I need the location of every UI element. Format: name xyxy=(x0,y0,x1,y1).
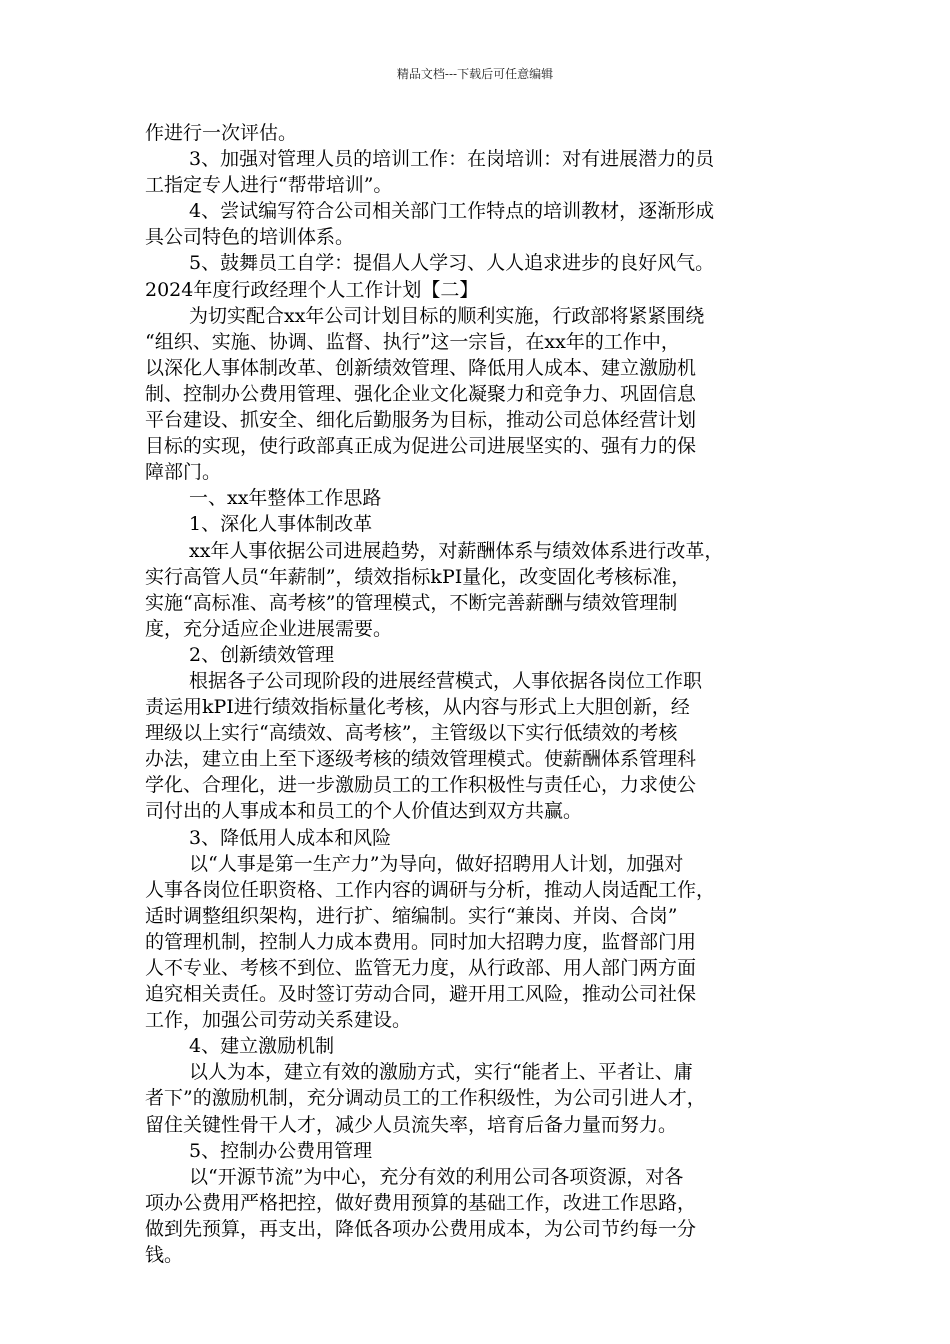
text-line: 追究相关责任。及时签订劳动合同，避开用工风险，推动公司社保 xyxy=(145,983,697,1006)
text-line: 理级以上实行“高绩效、高考核”，主管级以下实行低绩效的考核 xyxy=(145,722,678,745)
text-line: 以“开源节流”为中心，充分有效的利用公司各项资源，对各 xyxy=(189,1165,684,1188)
text-line: 留住关键性骨干人才，减少人员流失率，培育后备力量而努力。 xyxy=(145,1113,678,1136)
text-line: 钱。 xyxy=(145,1244,184,1267)
page-header xyxy=(0,66,950,82)
document-body xyxy=(145,120,820,1268)
text-line: 工作，加强公司劳动关系建设。 xyxy=(145,1009,412,1032)
text-line: 为切实配合xx年公司计划目标的顺利实施，行政部将紧紧围绕 xyxy=(189,304,705,327)
text-line: 具公司特色的培训体系。 xyxy=(145,226,355,249)
text-line: 做到先预算，再支出，降低各项办公费用成本，为公司节约每一分 xyxy=(145,1217,697,1240)
text-line: 责运用kPI进行绩效指标量化考核，从内容与形式上大胆创新，经 xyxy=(145,696,690,719)
text-line: 以“人事是第一生产力”为导向，做好招聘用人计划，加强对 xyxy=(189,852,684,875)
text-line: 目标的实现，使行政部真正成为促进公司进展坚实的、强有力的保 xyxy=(145,435,697,458)
text-line: 根据各子公司现阶段的进展经营模式，人事依据各岗位工作职 xyxy=(189,669,703,692)
text-line: 者下”的激励机制，充分调动员工的工作积级性，为公司引进人才， xyxy=(145,1087,706,1110)
text-line: 3、降低用人成本和风险 xyxy=(189,826,392,849)
text-line: 人事各岗位任职资格、工作内容的调研与分析，推动人岗适配工作， xyxy=(145,878,716,901)
header-text: 精品文档---下载后可任意编辑 xyxy=(396,67,554,81)
text-line: 平台建设、抓安全、细化后勤服务为目标，推动公司总体经营计划 xyxy=(145,409,697,432)
text-line: 人不专业、考核不到位、监管无力度，从行政部、用人部门两方面 xyxy=(145,957,697,979)
text-line: 司付出的人事成本和员工的个人价值达到双方共赢。 xyxy=(145,800,583,823)
text-line: 一、xx年整体工作思路 xyxy=(189,487,382,510)
text-line: 1、深化人事体制改革 xyxy=(189,513,373,536)
text-line: 工指定专人进行“帮带培训”。 xyxy=(145,174,393,197)
text-line: 3、加强对管理人员的培训工作：在岗培训：对有进展潜力的员 xyxy=(189,148,715,171)
text-line: 项办公费用严格把控，做好费用预算的基础工作，改进工作思路， xyxy=(145,1191,697,1214)
text-line: “组织、实施、协调、监督、执行”这一宗旨，在xx年的工作中， xyxy=(145,330,680,353)
text-line: 的管理机制，控制人力成本费用。同时加大招聘力度，监督部门用 xyxy=(145,930,697,953)
text-line: 实行高管人员“年薪制”，绩效指标kPI量化，改变固化考核标准， xyxy=(145,565,691,588)
text-line: 实施“高标准、高考核”的管理模式，不断完善薪酬与绩效管理制 xyxy=(145,591,678,614)
text-line: 学化、合理化，进一步激励员工的工作积极性与责任心，力求使公 xyxy=(145,774,697,797)
text-line: 5、控制办公费用管理 xyxy=(189,1139,373,1162)
text-line: 以深化人事体制改革、创新绩效管理、降低用人成本、建立激励机 xyxy=(145,356,697,379)
text-line: 以人为本，建立有效的激励方式，实行“能者上、平者让、庸 xyxy=(189,1061,693,1084)
text-line: 4、尝试编写符合公司相关部门工作特点的培训教材，逐渐形成 xyxy=(189,200,715,223)
text-line: 2024年度行政经理个人工作计划【二】 xyxy=(145,278,479,301)
text-line: xx年人事依据公司进展趋势，对薪酬体系与绩效体系进行改革， xyxy=(189,539,724,562)
text-line: 障部门。 xyxy=(145,461,222,484)
text-line: 办法，建立由上至下逐级考核的绩效管理模式。使薪酬体系管理科 xyxy=(145,748,697,771)
text-line: 2、创新绩效管理 xyxy=(189,643,335,666)
text-line: 制、控制办公费用管理、强化企业文化凝聚力和竞争力、巩固信息 xyxy=(145,382,697,405)
text-line: 作进行一次评估。 xyxy=(145,122,298,144)
text-line: 4、建立激励机制 xyxy=(189,1035,335,1058)
text-line: 度，充分适应企业进展需要。 xyxy=(145,617,393,640)
text-line: 适时调整组织架构，进行扩、缩编制。实行“兼岗、并岗、合岗” xyxy=(145,904,678,927)
text-line: 5、鼓舞员工自学：提倡人人学习、人人追求进步的良好风气。 xyxy=(189,252,715,275)
